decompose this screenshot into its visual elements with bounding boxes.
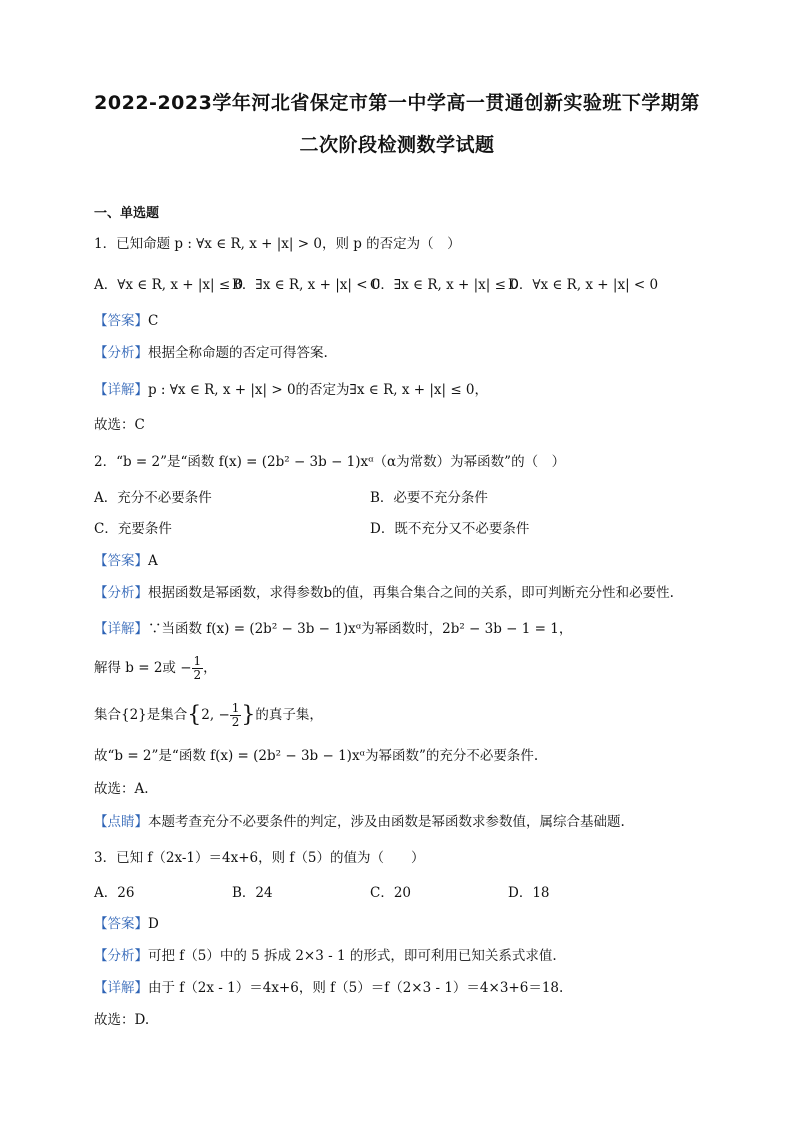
q3-detail-text: 由于 f（2x - 1）＝4x+6，则 f（5）＝f（2×3 - 1）＝4×3+6＝18. [148,980,564,996]
answer-tag: 【答案】 [94,313,148,329]
q3-option-a: A．26 [94,885,135,901]
analysis-tag: 【分析】 [94,948,148,964]
q1-answer-value: C [148,313,159,329]
q2-set-prefix: 集合{2}是集合 [94,707,188,723]
q2-comment-text: 本题考查充分不必要条件的判定，涉及由函数是幂函数求参数值，属综合基础题. [148,814,625,830]
fraction-denominator: 2 [231,715,240,729]
q2-choose: 故选：A. [94,781,149,797]
fraction-one-half [192,655,204,682]
q1-detail [94,381,488,399]
q2-option-a: A．充分不必要条件 [94,490,212,506]
detail-tag: 【详解】 [94,382,148,398]
q2-answer-value: A [148,553,158,569]
fraction-denominator: 2 [193,668,202,682]
q2-option-b: B．必要不充分条件 [370,490,488,506]
fraction-numerator: 1 [231,701,240,715]
q2-answer [94,552,158,570]
q2-detail [94,620,572,638]
q2-option-d: D．既不充分又不必要条件 [370,521,530,537]
q3-answer [94,915,159,933]
q2-therefore: 故“b = 2”是“函数 f(x) = (2b² − 3b − 1)xᵅ为幂函数”的充分不必要条件. [94,748,539,764]
q3-stem: 3．已知 f（2x-1）＝4x+6，则 f（5）的值为（ ） [94,850,425,866]
q3-choose: 故选：D. [94,1012,150,1028]
answer-tag: 【答案】 [94,553,148,569]
q1-stem: 1．已知命题 p : ∀x ∈ R, x + |x| > 0，则 p 的否定为（ ） [94,236,461,252]
q2-set-inner: 2, − [201,707,230,723]
q1-analysis [94,344,328,362]
q2-solve-suffix: ， [203,660,217,676]
q1-option-c: C．∃x ∈ R, x + |x| ≤ 0 [370,277,519,293]
q1-analysis-text: 根据全称命题的否定可得答案. [148,345,328,361]
set-open-brace: { [187,702,202,728]
q2-analysis-text: 根据函数是幂函数，求得参数b的值，再集合集合之间的关系，即可判断充分性和必要性. [148,585,674,601]
q2-detail-text: ∵当函数 f(x) = (2b² − 3b − 1)xᵅ为幂函数时，2b² − 3b − 1 = 1， [148,621,573,637]
q1-detail-text: p : ∀x ∈ R, x + |x| > 0的否定为∃x ∈ R, x + |x| ≤ 0， [148,382,489,398]
analysis-tag: 【分析】 [94,585,148,601]
q3-analysis-text: 可把 f（5）中的 5 拆成 2×3 - 1 的形式，即可利用已知关系式求值. [148,948,557,964]
q3-option-c: C．20 [370,885,412,901]
q2-analysis [94,584,674,602]
q2-set-relation [94,702,323,729]
comment-tag: 【点睛】 [94,814,148,830]
q1-answer [94,312,158,330]
q1-choose: 故选：C [94,417,145,433]
q3-detail [94,979,563,997]
q2-solve [94,655,217,682]
q2-stem: 2．“b = 2”是“函数 f(x) = (2b² − 3b − 1)xᵅ（α为常数）为幂函数”的（ ） [94,454,566,470]
q1-option-d: D．∀x ∈ R, x + |x| < 0 [508,277,659,293]
analysis-tag: 【分析】 [94,345,148,361]
answer-tag: 【答案】 [94,916,148,932]
set-close-brace: } [241,702,256,728]
detail-tag: 【详解】 [94,621,148,637]
fraction-one-half-set [230,702,242,729]
section-heading: 一、单选题 [94,206,160,221]
detail-tag: 【详解】 [94,980,148,996]
fraction-numerator: 1 [193,654,202,668]
q2-comment [94,813,625,831]
q3-analysis [94,947,557,965]
document-title-line-1: 2022-2023学年河北省保定市第一中学高一贯通创新实验班下学期第 [94,92,700,114]
q1-option-b: B．∃x ∈ R, x + |x| < 0 [232,277,381,293]
q2-solve-prefix: 解得 b = 2或 − [94,660,192,676]
q3-option-d: D．18 [508,885,550,901]
q3-answer-value: D [148,916,159,932]
document-title-line-2: 二次阶段检测数学试题 [299,134,495,156]
q2-set-suffix: 的真子集， [255,707,323,723]
q2-option-c: C．充要条件 [94,521,172,537]
q1-option-a: A．∀x ∈ R, x + |x| ≤ 0 [94,277,244,293]
q3-option-b: B．24 [232,885,273,901]
